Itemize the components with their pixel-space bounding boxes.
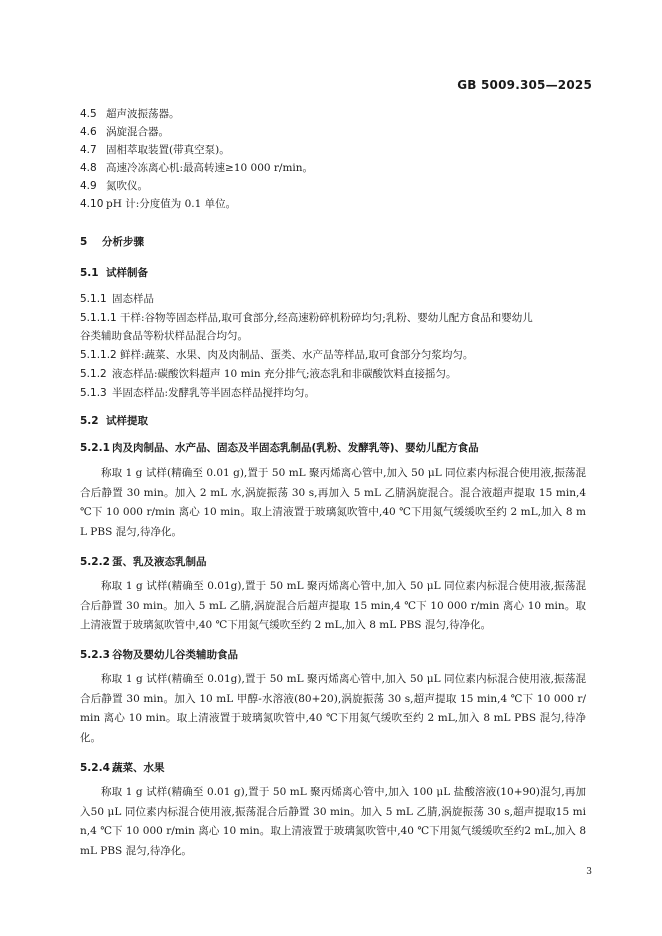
- clause-line: [80, 329, 248, 344]
- section-number: 5.2: [80, 415, 99, 427]
- clause-number: 4.8: [80, 162, 97, 174]
- equipment-item: [80, 161, 313, 176]
- section-title: 试样提取: [106, 415, 148, 427]
- equipment-item: [80, 179, 148, 194]
- clause-heading: [80, 441, 479, 456]
- section-title: 试样制备: [106, 267, 148, 279]
- section-title: 蛋、乳及液态乳制品: [112, 556, 207, 568]
- section-number: 5.1: [80, 267, 99, 279]
- procedure-paragraph: 称取 1 g 试样(精确至 0.01 g),置于 50 mL 聚丙烯离心管中,加入 50 μL 同位素内标混合使用液,振荡混合后静置 30 min。加入 2 mL 水,涡旋振荡 30 s,再加入 5 mL 乙腈涡旋混合。混合液超声提取 15 min,4 ℃下 10 000 r/min 离心 10 min。取上清液置于玻璃氮吹管中,40 ℃下用氮气缓缓吹至约 2 mL,加入 8 mL PBS 混匀,待净化。: [80, 467, 586, 538]
- section-number: 5.1.1.2: [80, 349, 117, 361]
- clause-text: 液态样品:碳酸饮料超声 10 min 充分排气;液态乳和非碳酸饮料直接摇匀。: [112, 368, 457, 380]
- clause-text: 氮吹仪。: [106, 180, 148, 192]
- page-number: 3: [586, 867, 592, 877]
- clause-text: 固相萃取装置(带真空泵)。: [106, 144, 230, 156]
- section-number: 5.1.1: [80, 293, 107, 305]
- equipment-item: [80, 107, 180, 122]
- section-number: 5: [80, 236, 88, 248]
- procedure-paragraph: 称取 1 g 试样(精确至 0.01g),置于 50 mL 聚丙烯离心管中,加入 50 μL 同位素内标混合使用液,振荡混合后静置 30 min。加入 5 mL 乙腈,涡旋混合后超声提取 15 min,4 ℃下 10 000 r/min 离心 10 min。取上清液置于玻璃氮吹管中,40 ℃下用氮气缓吹至约 2 mL,加入 8 mL PBS 混匀,待净化。: [80, 580, 586, 631]
- clause-number: 4.10: [80, 198, 104, 210]
- clause-text: 涡旋混合器。: [106, 126, 169, 138]
- clause-text: 谷类辅助食品等粉状样品混合均匀。: [80, 330, 248, 342]
- section-heading: [80, 235, 144, 250]
- section-title: 固态样品: [112, 293, 154, 305]
- clause-text: pH 计:分度值为 0.1 单位。: [106, 198, 237, 210]
- clause-heading: [80, 555, 207, 570]
- clause-line: [80, 348, 473, 363]
- clause-heading: [80, 292, 154, 307]
- section-number: 5.2.4: [80, 762, 110, 774]
- clause-line: [80, 367, 457, 382]
- standard-code: GB 5009.305—2025: [457, 78, 592, 92]
- equipment-item: [80, 125, 169, 140]
- clause-line: [80, 386, 315, 401]
- section-title: 蔬菜、水果: [112, 762, 165, 774]
- equipment-item: [80, 197, 236, 212]
- section-title: 肉及肉制品、水产品、固态及半固态乳制品(乳粉、发酵乳等)、婴幼儿配方食品: [112, 442, 479, 454]
- clause-number: 4.7: [80, 144, 97, 156]
- section-title: 谷物及婴幼儿谷类辅助食品: [112, 649, 238, 661]
- clause-text: 鲜样:蔬菜、水果、肉及肉制品、蛋类、水产品等样品,取可食部分匀浆均匀。: [120, 349, 474, 361]
- clause-number: 4.5: [80, 108, 97, 120]
- section-number: 5.2.3: [80, 649, 110, 661]
- section-number: 5.1.1.1: [80, 312, 117, 324]
- clause-heading: [80, 761, 165, 776]
- subsection-heading: [80, 266, 148, 281]
- subsection-heading: [80, 414, 148, 429]
- clause-text: 高速冷冻离心机:最高转速≥10 000 r/min。: [106, 162, 314, 174]
- section-number: 5.1.2: [80, 368, 107, 380]
- clause-text: 半固态样品:发酵乳等半固态样品搅拌均匀。: [112, 387, 316, 399]
- section-title: 分析步骤: [102, 236, 144, 248]
- section-number: 5.2.2: [80, 556, 110, 568]
- clause-number: 4.9: [80, 180, 97, 192]
- clause-number: 4.6: [80, 126, 97, 138]
- clause-text: 干样:谷物等固态样品,取可食部分,经高速粉碎机粉碎均匀;乳粉、婴幼儿配方食品和婴幼儿: [120, 312, 533, 324]
- procedure-paragraph: 称取 1 g 试样(精确至 0.01g),置于 50 mL 聚丙烯离心管中,加入 50 μL 同位素内标混合使用液,振荡混合后静置 30 min。加入 10 mL 甲醇-水溶液(80+20),涡旋振荡 30 s,超声提取 15 min,4 ℃下 10 000 r/min 离心 10 min。取上清液置于玻璃氮吹管中,40 ℃下用氮气缓吹至约 2 mL,加入 8 mL PBS 混匀,待净化。: [80, 673, 586, 744]
- clause-line: [80, 311, 533, 326]
- clause-text: 超声波振荡器。: [106, 108, 180, 120]
- clause-heading: [80, 648, 238, 663]
- section-number: 5.2.1: [80, 442, 110, 454]
- section-number: 5.1.3: [80, 387, 107, 399]
- equipment-item: [80, 143, 230, 158]
- procedure-paragraph: 称取 1 g 试样(精确至 0.01 g),置于 50 mL 聚丙烯离心管中,加入 100 μL 盐酸溶液(10+90)混匀,再加入50 μL 同位素内标混合使用液,振荡混合后静置 30 min。加入 5 mL 乙腈,涡旋振荡 30 s,超声提取15 min,4 ℃下 10 000 r/min 离心 10 min。取上清液置于玻璃氮吹管中,40 ℃下用氮气缓缓吹至约2 mL,加入 8 mL PBS 混匀,待净化。: [80, 786, 586, 857]
